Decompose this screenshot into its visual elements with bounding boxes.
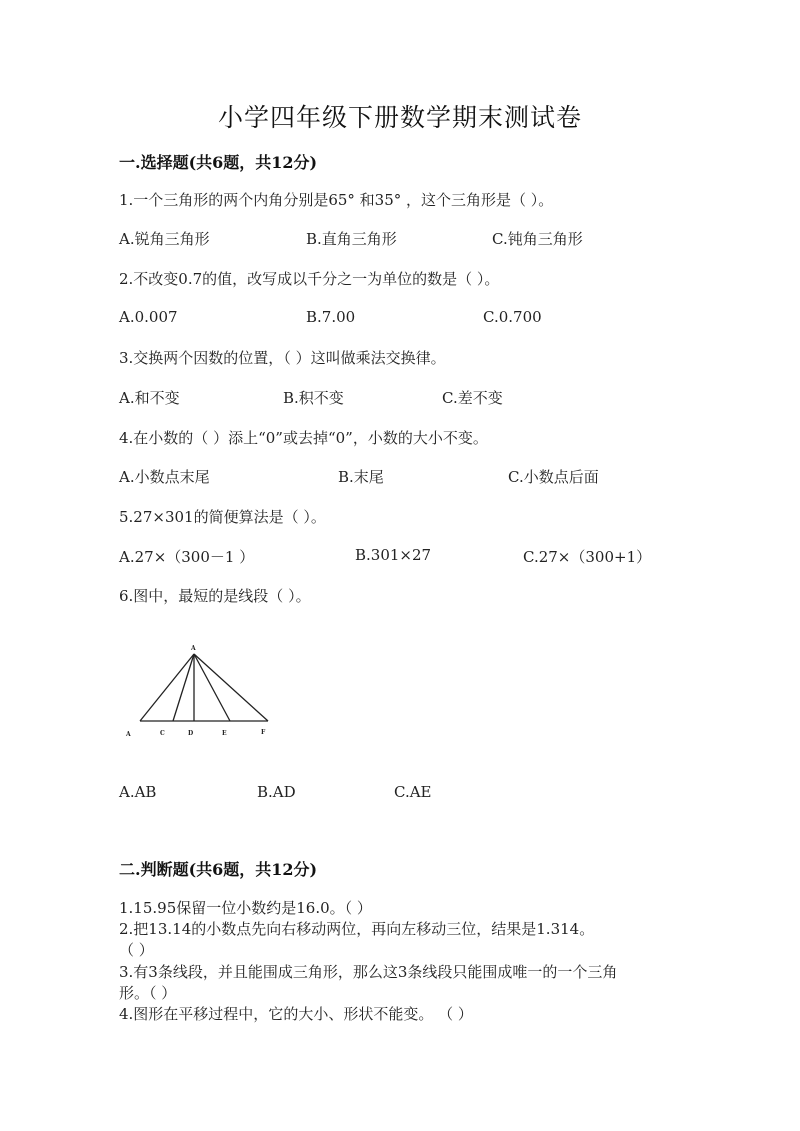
segment-ac xyxy=(140,654,194,721)
q2-option-c: C.0.700 xyxy=(483,308,542,326)
judge-item-1: 1.15.95保留一位小数约是16.0。（ ） xyxy=(119,899,372,917)
q2-option-a: A.0.007 xyxy=(119,308,178,326)
question-5: 5.27×301的简便算法是（ ）。 xyxy=(119,508,326,526)
label-base-d: D xyxy=(188,730,194,737)
q3-option-a: A.和不变 xyxy=(119,389,180,407)
q3-option-b: B.积不变 xyxy=(283,389,344,407)
q5-option-c: C.27×（300+1） xyxy=(523,548,652,566)
label-base-c: C xyxy=(160,730,165,737)
triangle-figure xyxy=(118,638,278,738)
judge-item-3: 3.有3条线段，并且能围成三角形，那么这3条线段只能围成唯一的一个三角 xyxy=(119,963,618,981)
segment-ad xyxy=(173,654,194,721)
question-4: 4.在小数的（ ）添上“0”或去掉“0”，小数的大小不变。 xyxy=(119,429,488,447)
q5-option-a: A.27×（300－1 ） xyxy=(119,548,255,566)
segment-ag xyxy=(194,654,268,721)
q5-option-b: B.301×27 xyxy=(355,546,432,564)
page-title: 小学四年级下册数学期末测试卷 xyxy=(217,103,582,132)
label-base-f: F xyxy=(261,729,266,736)
q3-option-c: C.差不变 xyxy=(442,389,503,407)
section-heading-choice: 一.选择题(共6题，共12分) xyxy=(119,153,318,172)
q6-option-a: A.AB xyxy=(119,783,157,801)
question-3: 3.交换两个因数的位置，（ ）这叫做乘法交换律。 xyxy=(119,349,446,367)
q4-option-b: B.末尾 xyxy=(338,468,384,486)
judge-item-2: 2.把13.14的小数点先向右移动两位，再向左移动三位，结果是1.314。 xyxy=(119,920,595,938)
q6-option-c: C.AE xyxy=(394,783,432,801)
q1-option-a: A.锐角三角形 xyxy=(119,230,210,248)
question-2: 2.不改变0.7的值，改写成以千分之一为单位的数是（ ）。 xyxy=(119,270,500,288)
q6-option-b: B.AD xyxy=(257,783,296,801)
question-6: 6.图中，最短的是线段（ ）。 xyxy=(119,587,311,605)
q1-option-b: B.直角三角形 xyxy=(306,230,397,248)
label-apex: A xyxy=(191,645,196,652)
segment-af xyxy=(194,654,230,721)
section-heading-judge: 二.判断题(共6题，共12分) xyxy=(119,860,318,879)
judge-item-4: 4.图形在平移过程中，它的大小、形状不能变。 （ ） xyxy=(119,1005,473,1023)
label-base-a: A xyxy=(126,731,131,738)
q2-option-b: B.7.00 xyxy=(306,308,356,326)
judge-item-2-bracket: （ ） xyxy=(119,941,154,959)
q4-option-c: C.小数点后面 xyxy=(508,468,599,486)
judge-item-3-cont: 形。（ ） xyxy=(119,984,177,1002)
q1-option-c: C.钝角三角形 xyxy=(492,230,583,248)
label-base-e: E xyxy=(222,730,227,737)
question-1: 1.一个三角形的两个内角分别是65° 和35° ，这个三角形是（ ）。 xyxy=(119,191,554,209)
q4-option-a: A.小数点末尾 xyxy=(119,468,210,486)
